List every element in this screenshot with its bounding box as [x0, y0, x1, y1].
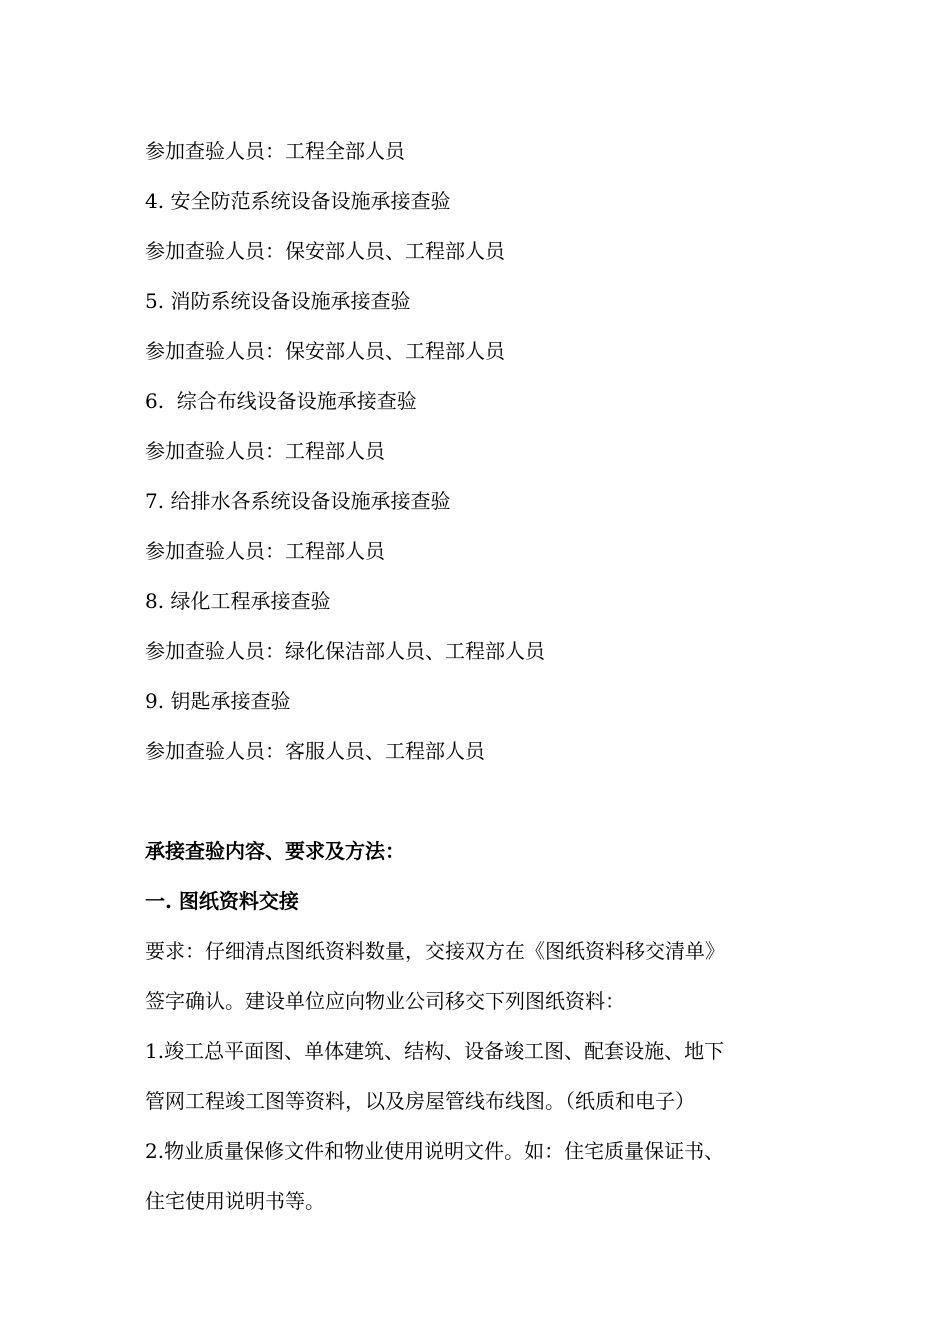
- list-item-line: 管网工程竣工图等资料，以及房屋管线布线图。（纸质和电子）: [145, 1089, 695, 1113]
- list-item-line: 1.竣工总平面图、单体建筑、结构、设备竣工图、配套设施、地下: [145, 1039, 725, 1063]
- document-page: [145, 128, 825, 1228]
- participants-line: 参加查验人员：工程部人员: [145, 539, 385, 563]
- participants-line: 参加查验人员：保安部人员、工程部人员: [145, 239, 505, 263]
- participants-line: 参加查验人员：工程部人员: [145, 439, 385, 463]
- subsection-heading: 一. 图纸资料交接: [145, 889, 299, 913]
- section-heading: 承接查验内容、要求及方法：: [145, 839, 405, 863]
- item-cabling-system: 6. 综合布线设备设施承接查验: [145, 389, 417, 413]
- participants-line: 参加查验人员：绿化保洁部人员、工程部人员: [145, 639, 545, 663]
- participants-line: 参加查验人员：工程全部人员: [145, 139, 405, 163]
- item-water-system: 7. 给排水各系统设备设施承接查验: [145, 489, 451, 513]
- item-security-system: 4. 安全防范系统设备设施承接查验: [145, 189, 451, 213]
- paragraph-gap: [145, 778, 825, 828]
- requirement-line: 要求：仔细清点图纸资料数量，交接双方在《图纸资料移交清单》: [145, 939, 725, 963]
- item-keys: 9. 钥匙承接查验: [145, 689, 291, 713]
- participants-line: 参加查验人员：保安部人员、工程部人员: [145, 339, 505, 363]
- participants-line: 参加查验人员：客服人员、工程部人员: [145, 739, 485, 763]
- list-item-line: 住宅使用说明书等。: [145, 1189, 325, 1213]
- item-greening: 8. 绿化工程承接查验: [145, 589, 331, 613]
- item-fire-system: 5. 消防系统设备设施承接查验: [145, 289, 411, 313]
- requirement-line: 签字确认。建设单位应向物业公司移交下列图纸资料：: [145, 989, 625, 1013]
- list-item-line: 2.物业质量保修文件和物业使用说明文件。如：住宅质量保证书、: [145, 1139, 725, 1163]
